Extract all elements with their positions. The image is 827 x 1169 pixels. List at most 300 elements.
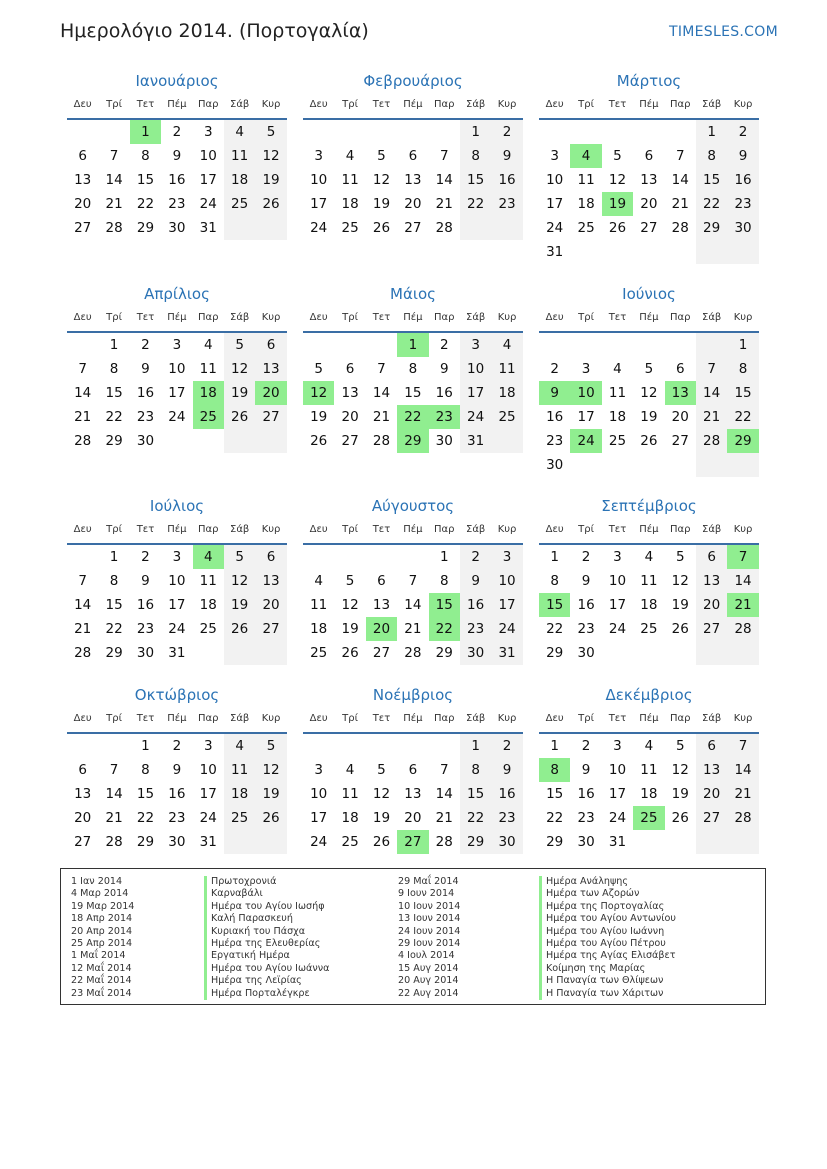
day-cell: 14 [435,172,453,188]
empty-cell [366,545,397,569]
holiday-name: Ημέρα του Αγίου Ιωσήφ [204,901,329,913]
day-cell: 9 [727,144,758,168]
day-cell: 19 [224,593,255,617]
day-cell: 1 [109,549,119,565]
month-calendar [67,497,287,665]
day-cell: 29 [136,220,155,236]
day-cell: 7 [78,573,87,589]
holiday-date: 22 Αυγ 2014 [398,987,459,999]
day-cell: 8 [408,361,418,377]
month-name: Νοέμβριος [372,686,454,704]
day-cell: 22 [460,806,491,830]
weekday-header: Δευ [309,524,328,535]
day-cell: 25 [577,220,595,236]
empty-cell [366,120,397,144]
month-calendar [67,285,287,453]
day-cell: 4 [613,361,622,377]
day-cell: 22 [727,405,758,429]
holiday-name: Ημέρα του Αγίου Αντωνίου [539,913,676,925]
day-cell: 2 [491,734,522,758]
month-calendar [539,285,759,477]
day-cell: 9 [141,573,150,589]
day-cell: 23 [136,621,155,637]
day-cell: 7 [439,762,449,778]
day-cell: 8 [109,361,119,377]
day-cell: 18 [193,381,224,405]
day-cell: 17 [310,810,328,826]
weekday-header: Τετ [372,312,391,323]
day-cell: 17 [310,196,328,212]
day-cell: 23 [136,409,155,425]
day-cell: 25 [224,806,255,830]
day-cell: 6 [345,361,355,377]
weekday-header: Κυρ [497,713,517,724]
day-cell: 24 [608,621,627,637]
weekday-header: Τετ [136,524,155,535]
day-cell: 4 [345,762,355,778]
empty-cell [633,240,664,264]
day-cell: 29 [105,433,123,449]
day-cell: 8 [696,144,727,168]
day-cell: 16 [491,168,522,192]
empty-cell [224,216,255,240]
day-cell: 28 [727,806,758,830]
day-cell: 5 [345,573,355,589]
day-cell: 14 [105,172,123,188]
day-cell: 1 [460,120,491,144]
empty-cell [570,120,601,144]
day-cell: 2 [491,120,522,144]
day-cell: 27 [397,830,428,854]
day-cell: 18 [341,810,359,826]
day-cell: 8 [141,148,150,164]
day-cell: 13 [404,172,422,188]
empty-cell [570,333,601,357]
empty-cell [602,453,633,477]
day-cell: 6 [255,333,286,357]
holiday-name: Ημέρα Ανάληψης [539,876,676,888]
day-cell: 6 [377,573,386,589]
day-cell: 4 [491,333,522,357]
weekday-header: Παρ [198,713,219,724]
month-days-grid [303,94,523,240]
day-cell: 15 [105,597,123,613]
day-cell: 9 [172,762,182,778]
holiday-name: Κυριακή του Πάσχα [204,926,329,938]
day-cell: 16 [577,597,595,613]
day-cell: 13 [255,569,286,593]
day-cell: 14 [74,385,92,401]
empty-cell [334,545,365,569]
empty-cell [665,120,696,144]
weekday-header: Κυρ [733,312,753,323]
day-cell: 21 [727,593,758,617]
empty-cell [491,216,522,240]
day-cell: 17 [460,381,491,405]
weekday-header: Τρί [342,524,358,535]
day-cell: 24 [460,405,491,429]
day-cell: 11 [224,758,255,782]
empty-cell [633,120,664,144]
weekday-header: Πέμ [403,99,423,110]
day-cell: 8 [141,762,150,778]
site-link[interactable]: TIMESLES.COM [669,24,778,40]
day-cell: 16 [435,385,453,401]
day-cell: 5 [224,545,255,569]
day-cell: 22 [696,192,727,216]
holiday-name: Καλή Παρασκευή [204,913,329,925]
empty-cell [303,734,334,758]
empty-cell [429,734,460,758]
month-calendar [303,285,523,453]
day-cell: 25 [193,405,224,429]
day-cell: 23 [546,433,564,449]
month-days-grid [303,708,523,854]
holiday-name: Η Παναγία των Χάριτων [539,988,676,1000]
empty-cell [665,240,696,264]
weekday-header: Πέμ [639,524,659,535]
day-cell: 17 [608,786,627,802]
day-cell: 22 [460,192,491,216]
day-cell: 29 [696,216,727,240]
empty-cell [255,216,286,240]
day-cell: 14 [105,786,123,802]
empty-cell [67,120,98,144]
day-cell: 7 [727,545,758,569]
day-cell: 27 [372,645,391,661]
day-cell: 31 [168,645,186,661]
day-cell: 29 [105,645,123,661]
day-cell: 17 [199,786,217,802]
day-cell: 30 [460,641,491,665]
day-cell: 8 [439,573,449,589]
day-cell: 13 [404,786,422,802]
day-cell: 23 [491,806,522,830]
day-cell: 19 [372,196,391,212]
day-cell: 10 [199,148,217,164]
empty-cell [255,429,286,453]
empty-cell [255,641,286,665]
day-cell: 4 [570,144,601,168]
weekday-header: Σάβ [230,312,250,323]
weekday-header: Σάβ [230,524,250,535]
day-cell: 19 [341,621,359,637]
holiday-name: Κοίμηση της Μαρίας [539,963,676,975]
holiday-date: 20 Αυγ 2014 [398,975,459,987]
day-cell: 19 [671,786,689,802]
page-title: Ημερολόγιο 2014. (Πορτογαλία) [60,20,369,42]
day-cell: 17 [491,593,522,617]
day-cell: 28 [74,433,92,449]
holiday-date: 29 Ιουν 2014 [398,937,461,949]
weekday-header: Δευ [545,713,564,724]
day-cell: 7 [439,148,449,164]
day-cell: 16 [168,786,186,802]
weekday-header: Παρ [670,99,691,110]
empty-cell [224,429,255,453]
day-cell: 2 [727,120,758,144]
day-cell: 5 [675,738,685,754]
holiday-date: 9 Ιουν 2014 [398,888,455,900]
weekday-header: Τρί [106,524,122,535]
day-cell: 21 [74,409,92,425]
day-cell: 9 [439,361,449,377]
holiday-name: Ημέρα του Αγίου Πέτρου [539,938,676,950]
day-cell: 16 [491,782,522,806]
day-cell: 27 [640,220,658,236]
empty-cell [727,240,758,264]
empty-cell [67,333,98,357]
day-cell: 2 [581,549,591,565]
day-cell: 18 [491,381,522,405]
month-name: Ιανουάριος [135,72,219,90]
day-cell: 24 [199,196,217,212]
day-cell: 18 [224,782,255,806]
day-cell: 19 [255,168,286,192]
day-cell: 27 [341,433,359,449]
weekday-header: Παρ [670,713,691,724]
month-days-grid [67,94,287,240]
day-cell: 1 [727,333,758,357]
day-cell: 27 [671,433,689,449]
day-cell: 28 [74,645,92,661]
empty-cell [696,453,727,477]
legend-names-column [539,876,676,1000]
day-cell: 11 [577,172,595,188]
day-cell: 11 [199,361,217,377]
weekday-header: Κυρ [733,524,753,535]
weekday-header: Τρί [342,312,358,323]
empty-cell [366,333,397,357]
weekday-header: Τετ [136,312,155,323]
weekday-header: Κυρ [497,524,517,535]
day-cell: 12 [224,357,255,381]
day-cell: 21 [696,405,727,429]
day-cell: 14 [372,385,391,401]
day-cell: 4 [224,734,255,758]
month-calendar [67,686,287,854]
day-cell: 23 [577,621,595,637]
weekday-header: Τετ [372,524,391,535]
day-cell: 9 [460,569,491,593]
day-cell: 6 [696,734,727,758]
day-cell: 6 [644,148,654,164]
day-cell: 28 [404,645,422,661]
day-cell: 13 [665,381,696,405]
day-cell: 10 [608,573,627,589]
day-cell: 31 [546,244,564,260]
day-cell: 4 [193,545,224,569]
empty-cell [491,429,522,453]
day-cell: 8 [539,758,570,782]
weekday-header: Πέμ [403,713,423,724]
empty-cell [727,641,758,665]
day-cell: 28 [372,433,391,449]
month-calendar [67,72,287,240]
holiday-date: 18 Απρ 2014 [71,913,133,925]
holiday-date: 25 Απρ 2014 [71,937,133,949]
day-cell: 3 [491,545,522,569]
day-cell: 25 [341,834,359,850]
day-cell: 8 [550,573,559,589]
day-cell: 18 [608,409,627,425]
month-name: Φεβρουάριος [363,72,463,90]
day-cell: 23 [491,192,522,216]
day-cell: 13 [696,569,727,593]
day-cell: 9 [539,381,570,405]
month-days-grid [539,708,759,854]
weekday-header: Σάβ [466,312,486,323]
day-cell: 1 [130,120,161,144]
day-cell: 23 [168,810,186,826]
day-cell: 15 [404,385,422,401]
day-cell: 11 [310,597,328,613]
day-cell: 11 [640,762,658,778]
day-cell: 18 [640,786,658,802]
day-cell: 13 [341,385,359,401]
day-cell: 23 [577,810,595,826]
day-cell: 8 [460,758,491,782]
day-cell: 14 [435,786,453,802]
day-cell: 7 [78,361,87,377]
day-cell: 12 [640,385,658,401]
day-cell: 11 [491,357,522,381]
day-cell: 13 [255,357,286,381]
day-cell: 20 [366,617,397,641]
weekday-header: Τρί [578,713,594,724]
day-cell: 21 [435,196,453,212]
day-cell: 3 [460,333,491,357]
day-cell: 26 [608,220,627,236]
weekday-header: Τετ [136,99,155,110]
weekday-header: Δευ [73,524,92,535]
day-cell: 12 [255,758,286,782]
weekday-header: Κυρ [497,312,517,323]
day-cell: 27 [255,405,286,429]
day-cell: 1 [109,337,119,353]
day-cell: 24 [546,220,564,236]
day-cell: 19 [255,782,286,806]
day-cell: 24 [570,429,601,453]
day-cell: 15 [136,172,155,188]
month-days-grid [303,307,523,453]
month-name: Μάιος [390,285,436,303]
day-cell: 20 [640,196,658,212]
day-cell: 25 [199,621,217,637]
day-cell: 30 [491,830,522,854]
weekday-header: Παρ [198,524,219,535]
day-cell: 20 [74,196,92,212]
month-days-grid [303,519,523,665]
day-cell: 12 [608,172,627,188]
weekday-header: Παρ [670,312,691,323]
day-cell: 5 [255,120,286,144]
day-cell: 19 [310,409,328,425]
weekday-header: Δευ [309,99,328,110]
day-cell: 31 [199,834,217,850]
day-cell: 27 [404,220,422,236]
weekday-header: Πέμ [167,312,187,323]
empty-cell [570,240,601,264]
weekday-header: Σάβ [466,524,486,535]
weekday-header: Πέμ [639,99,659,110]
day-cell: 11 [199,573,217,589]
empty-cell [696,240,727,264]
day-cell: 24 [168,409,186,425]
day-cell: 9 [491,144,522,168]
day-cell: 3 [172,337,182,353]
day-cell: 8 [109,573,119,589]
day-cell: 2 [141,549,150,565]
holiday-date: 4 Ιουλ 2014 [398,950,455,962]
weekday-header: Παρ [434,312,455,323]
day-cell: 26 [372,220,391,236]
month-name: Ιούνιος [622,285,676,303]
weekday-header: Σάβ [702,99,722,110]
day-cell: 9 [581,573,591,589]
weekday-header: Τρί [578,312,594,323]
day-cell: 5 [377,148,386,164]
holiday-name: Ημέρα του Αγίου Ιωάννη [539,926,676,938]
month-name: Αύγουστος [371,497,455,515]
day-cell: 24 [608,810,627,826]
empty-cell [602,240,633,264]
weekday-header: Δευ [309,312,328,323]
day-cell: 20 [341,409,359,425]
day-cell: 2 [141,337,150,353]
day-cell: 30 [435,433,453,449]
weekday-header: Δευ [545,524,564,535]
day-cell: 10 [199,762,217,778]
day-cell: 22 [429,617,460,641]
empty-cell [98,734,129,758]
day-cell: 5 [644,361,654,377]
day-cell: 7 [109,148,119,164]
holiday-name: Ημέρα των Αζορών [539,888,676,900]
day-cell: 2 [460,545,491,569]
day-cell: 1 [439,549,449,565]
weekday-header: Πέμ [639,312,659,323]
holiday-date: 1 Ιαν 2014 [71,876,123,887]
day-cell: 15 [105,385,123,401]
day-cell: 16 [577,786,595,802]
day-cell: 30 [577,645,595,661]
weekday-header: Τρί [106,312,122,323]
empty-cell [334,333,365,357]
day-cell: 26 [224,405,255,429]
day-cell: 22 [397,405,428,429]
month-days-grid [67,307,287,453]
day-cell: 12 [255,144,286,168]
weekday-header: Δευ [309,713,328,724]
day-cell: 25 [224,192,255,216]
day-cell: 3 [172,549,182,565]
empty-cell [303,545,334,569]
day-cell: 19 [640,409,658,425]
day-cell: 7 [408,573,418,589]
day-cell: 26 [640,433,658,449]
day-cell: 16 [546,409,564,425]
day-cell: 14 [404,597,422,613]
day-cell: 3 [203,124,213,140]
weekday-header: Τρί [578,524,594,535]
day-cell: 29 [546,645,564,661]
day-cell: 30 [546,457,564,473]
holiday-name: Εργατική Ημέρα [204,950,329,962]
weekday-header: Δευ [545,99,564,110]
weekday-header: Δευ [73,99,92,110]
day-cell: 21 [105,810,123,826]
